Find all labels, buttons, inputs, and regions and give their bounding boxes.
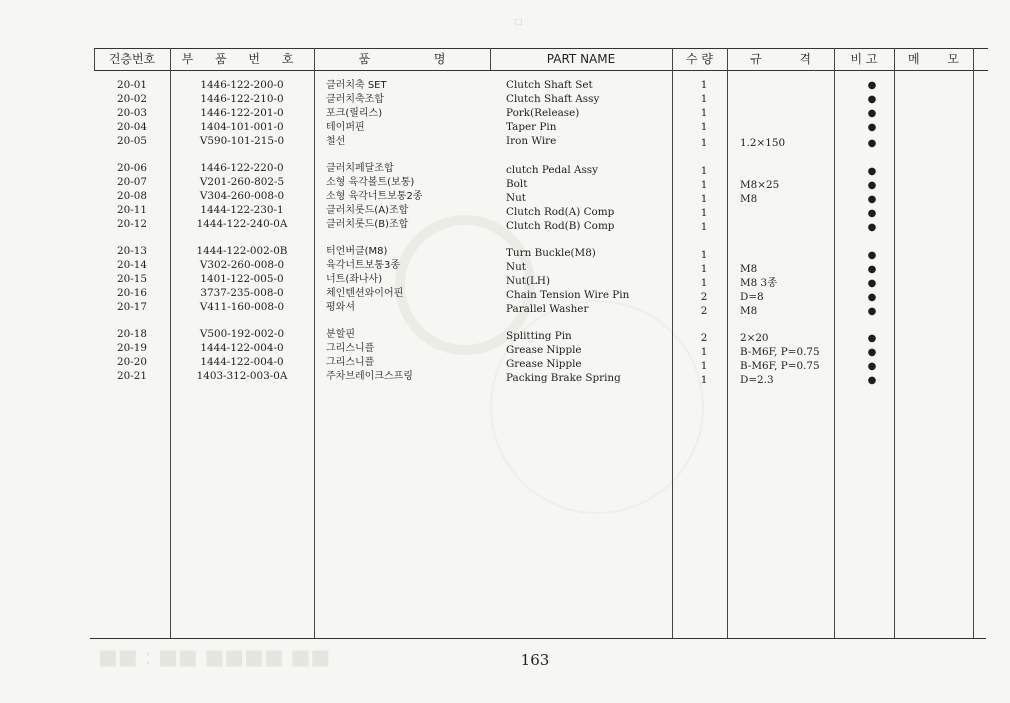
row-qty: 1	[700, 249, 708, 261]
row-qty: 2	[700, 291, 708, 303]
row-part-no: V302-260-008-0	[199, 259, 285, 271]
row-spec: 1.2×150	[740, 137, 786, 149]
row-name-kr: 평와셔	[326, 302, 355, 313]
row-name-kr: 주차브레이크스프링	[326, 371, 413, 382]
row-spec	[740, 221, 840, 234]
row-remark-dot: ●	[867, 108, 877, 119]
row-part-name: Nut(LH)	[506, 275, 551, 287]
row-name-kr: 클러치축조합	[326, 94, 384, 105]
row-name-kr: 클러치페달조합	[326, 163, 394, 174]
row-part-name: Taper Pin	[506, 121, 557, 133]
row-name-kr: 클러치롯드(B)조합	[326, 219, 409, 230]
row-spec: B-M6F, P=0.75	[740, 360, 820, 372]
row-remark-dot: ●	[867, 333, 877, 344]
row-part-no: 1444-122-230-1	[200, 204, 284, 216]
row-part-name: Clutch Rod(B) Comp	[506, 220, 615, 232]
row-spec: D=8	[740, 291, 764, 303]
row-part-no: 1401-122-005-0	[200, 273, 284, 285]
header-qty: 수 량	[686, 52, 713, 66]
row-part-name: clutch Pedal Assy	[506, 164, 599, 176]
row-part-name: Iron Wire	[506, 135, 557, 147]
row-part-no: 1403-312-003-0A	[196, 370, 288, 382]
row-no: 20-14	[117, 259, 147, 271]
row-no: 20-04	[117, 121, 147, 133]
row-spec: M8	[740, 193, 758, 205]
bleed-through-mark: ㅁ	[512, 16, 525, 31]
row-part-name: Grease Nipple	[506, 358, 582, 370]
row-part-name: Chain Tension Wire Pin	[506, 289, 630, 301]
row-spec: D=2.3	[740, 374, 774, 386]
row-remark-dot: ●	[867, 194, 877, 205]
row-name-kr: 터언버클(M8)	[326, 246, 388, 257]
col-border-4	[672, 48, 673, 638]
row-no: 20-21	[117, 370, 147, 382]
row-name-kr: 너트(좌나사)	[326, 274, 383, 285]
row-part-no: 3737-235-008-0	[200, 287, 284, 299]
row-no: 20-20	[117, 356, 147, 368]
row-no: 20-17	[117, 301, 147, 313]
row-no: 20-01	[117, 79, 147, 91]
row-no: 20-03	[117, 107, 147, 119]
row-remark-dot: ●	[867, 375, 877, 386]
header-bottom-rule	[94, 70, 988, 71]
row-name-kr: 소형 육각볼트(보통)	[326, 177, 415, 188]
bleed-through-footer: ■■ ■■■■ ■■ : ■■	[98, 645, 331, 669]
row-part-name: Clutch Shaft Assy	[506, 93, 600, 105]
row-qty: 2	[700, 305, 708, 317]
row-spec	[740, 249, 840, 262]
row-remark-dot: ●	[867, 180, 877, 191]
row-part-no: 1404-101-001-0	[200, 121, 284, 133]
row-qty: 1	[700, 277, 708, 289]
table-bottom-rule	[90, 638, 986, 639]
row-no: 20-16	[117, 287, 147, 299]
header-spec: 규 격	[750, 52, 811, 66]
row-remark-dot: ●	[867, 222, 877, 233]
row-no: 20-13	[117, 245, 147, 257]
col-border-7	[894, 48, 895, 638]
header-part-name: PART NAME	[546, 52, 616, 66]
row-spec: M8 3종	[740, 277, 778, 289]
row-part-name: Nut	[506, 192, 526, 204]
row-qty: 1	[700, 346, 708, 358]
row-part-no: V411-160-008-0	[199, 301, 285, 313]
row-remark-dot: ●	[867, 292, 877, 303]
row-qty: 1	[700, 374, 708, 386]
header-no: 건층번호	[108, 52, 156, 66]
row-qty: 1	[700, 221, 708, 233]
header-part-no: 부 품 번 호	[181, 52, 303, 66]
row-remark-dot: ●	[867, 347, 877, 358]
row-part-no: V500-192-002-0	[199, 328, 285, 340]
row-qty: 2	[700, 332, 708, 344]
row-name-kr: 철선	[326, 136, 346, 147]
page-number: 163	[520, 651, 550, 669]
row-part-name: Bolt	[506, 178, 528, 190]
row-remark-dot: ●	[867, 278, 877, 289]
row-qty: 1	[700, 93, 708, 105]
row-spec: B-M6F, P=0.75	[740, 346, 820, 358]
row-spec	[740, 107, 840, 120]
row-part-no: V590-101-215-0	[199, 135, 285, 147]
row-qty: 1	[700, 360, 708, 372]
row-name-kr: 그리스니플	[326, 343, 375, 354]
row-part-name: Clutch Shaft Set	[506, 79, 593, 91]
row-qty: 1	[700, 207, 708, 219]
row-remark-dot: ●	[867, 208, 877, 219]
row-part-no: 1446-122-220-0	[200, 162, 284, 174]
row-spec: M8×25	[740, 179, 780, 191]
row-name-kr: 소형 육각너트보통2종	[326, 191, 423, 202]
row-spec	[740, 207, 840, 220]
row-name-kr: 포크(릴리스)	[326, 108, 383, 119]
row-no: 20-02	[117, 93, 147, 105]
row-no: 20-19	[117, 342, 147, 354]
row-part-name: Parallel Washer	[506, 303, 589, 315]
row-part-no: 1446-122-210-0	[200, 93, 284, 105]
col-border-8	[973, 48, 974, 638]
row-part-name: Clutch Rod(A) Comp	[506, 206, 615, 218]
row-name-kr: 클러치롯드(A)조합	[326, 205, 409, 216]
row-qty: 1	[700, 179, 708, 191]
row-part-name: Packing Brake Spring	[506, 372, 621, 384]
row-remark-dot: ●	[867, 361, 877, 372]
row-part-name: Nut	[506, 261, 526, 273]
row-remark-dot: ●	[867, 94, 877, 105]
row-part-no: 1446-122-200-0	[200, 79, 284, 91]
row-remark-dot: ●	[867, 306, 877, 317]
row-remark-dot: ●	[867, 264, 877, 275]
row-qty: 1	[700, 137, 708, 149]
row-qty: 1	[700, 79, 708, 91]
row-part-name: Turn Buckle(M8)	[506, 247, 596, 259]
row-qty: 1	[700, 165, 708, 177]
header-name-kr: 품 명	[358, 52, 446, 66]
row-name-kr: 테이퍼핀	[326, 122, 365, 133]
row-part-no: V201-260-802-5	[199, 176, 285, 188]
col-border-1	[170, 48, 171, 638]
row-spec	[740, 165, 840, 178]
row-spec	[740, 93, 840, 106]
row-part-no: 1444-122-004-0	[200, 356, 284, 368]
row-no: 20-06	[117, 162, 147, 174]
row-part-name: Pork(Release)	[506, 107, 580, 119]
row-no: 20-07	[117, 176, 147, 188]
row-remark-dot: ●	[867, 138, 877, 149]
row-qty: 1	[700, 193, 708, 205]
row-spec: 2×20	[740, 332, 769, 344]
row-part-no: V304-260-008-0	[199, 190, 285, 202]
row-name-kr: 클러치축 SET	[326, 80, 387, 91]
row-no: 20-15	[117, 273, 147, 285]
row-spec: M8	[740, 263, 758, 275]
row-spec: M8	[740, 305, 758, 317]
row-qty: 1	[700, 263, 708, 275]
row-remark-dot: ●	[867, 122, 877, 133]
row-spec	[740, 79, 840, 92]
row-remark-dot: ●	[867, 250, 877, 261]
row-no: 20-18	[117, 328, 147, 340]
row-no: 20-12	[117, 218, 147, 230]
row-no: 20-08	[117, 190, 147, 202]
header-remark: 비 고	[850, 52, 878, 66]
row-name-kr: 그리스니플	[326, 357, 375, 368]
row-spec	[740, 121, 840, 134]
row-no: 20-11	[117, 204, 147, 216]
row-part-no: 1446-122-201-0	[200, 107, 284, 119]
row-no: 20-05	[117, 135, 147, 147]
row-name-kr: 육각너트보통3종	[326, 260, 400, 271]
row-part-no: 1444-122-002-0B	[196, 245, 288, 257]
row-part-no: 1444-122-004-0	[200, 342, 284, 354]
row-qty: 1	[700, 107, 708, 119]
row-part-name: Grease Nipple	[506, 344, 582, 356]
col-border-2	[314, 48, 315, 638]
row-name-kr: 분할핀	[326, 329, 355, 340]
row-part-no: 1444-122-240-0A	[196, 218, 288, 230]
row-remark-dot: ●	[867, 166, 877, 177]
row-qty: 1	[700, 121, 708, 133]
row-part-name: Splitting Pin	[506, 330, 572, 342]
header-memo: 메 모	[908, 52, 959, 66]
row-remark-dot: ●	[867, 80, 877, 91]
row-name-kr: 체인텐션와이어핀	[326, 288, 404, 299]
